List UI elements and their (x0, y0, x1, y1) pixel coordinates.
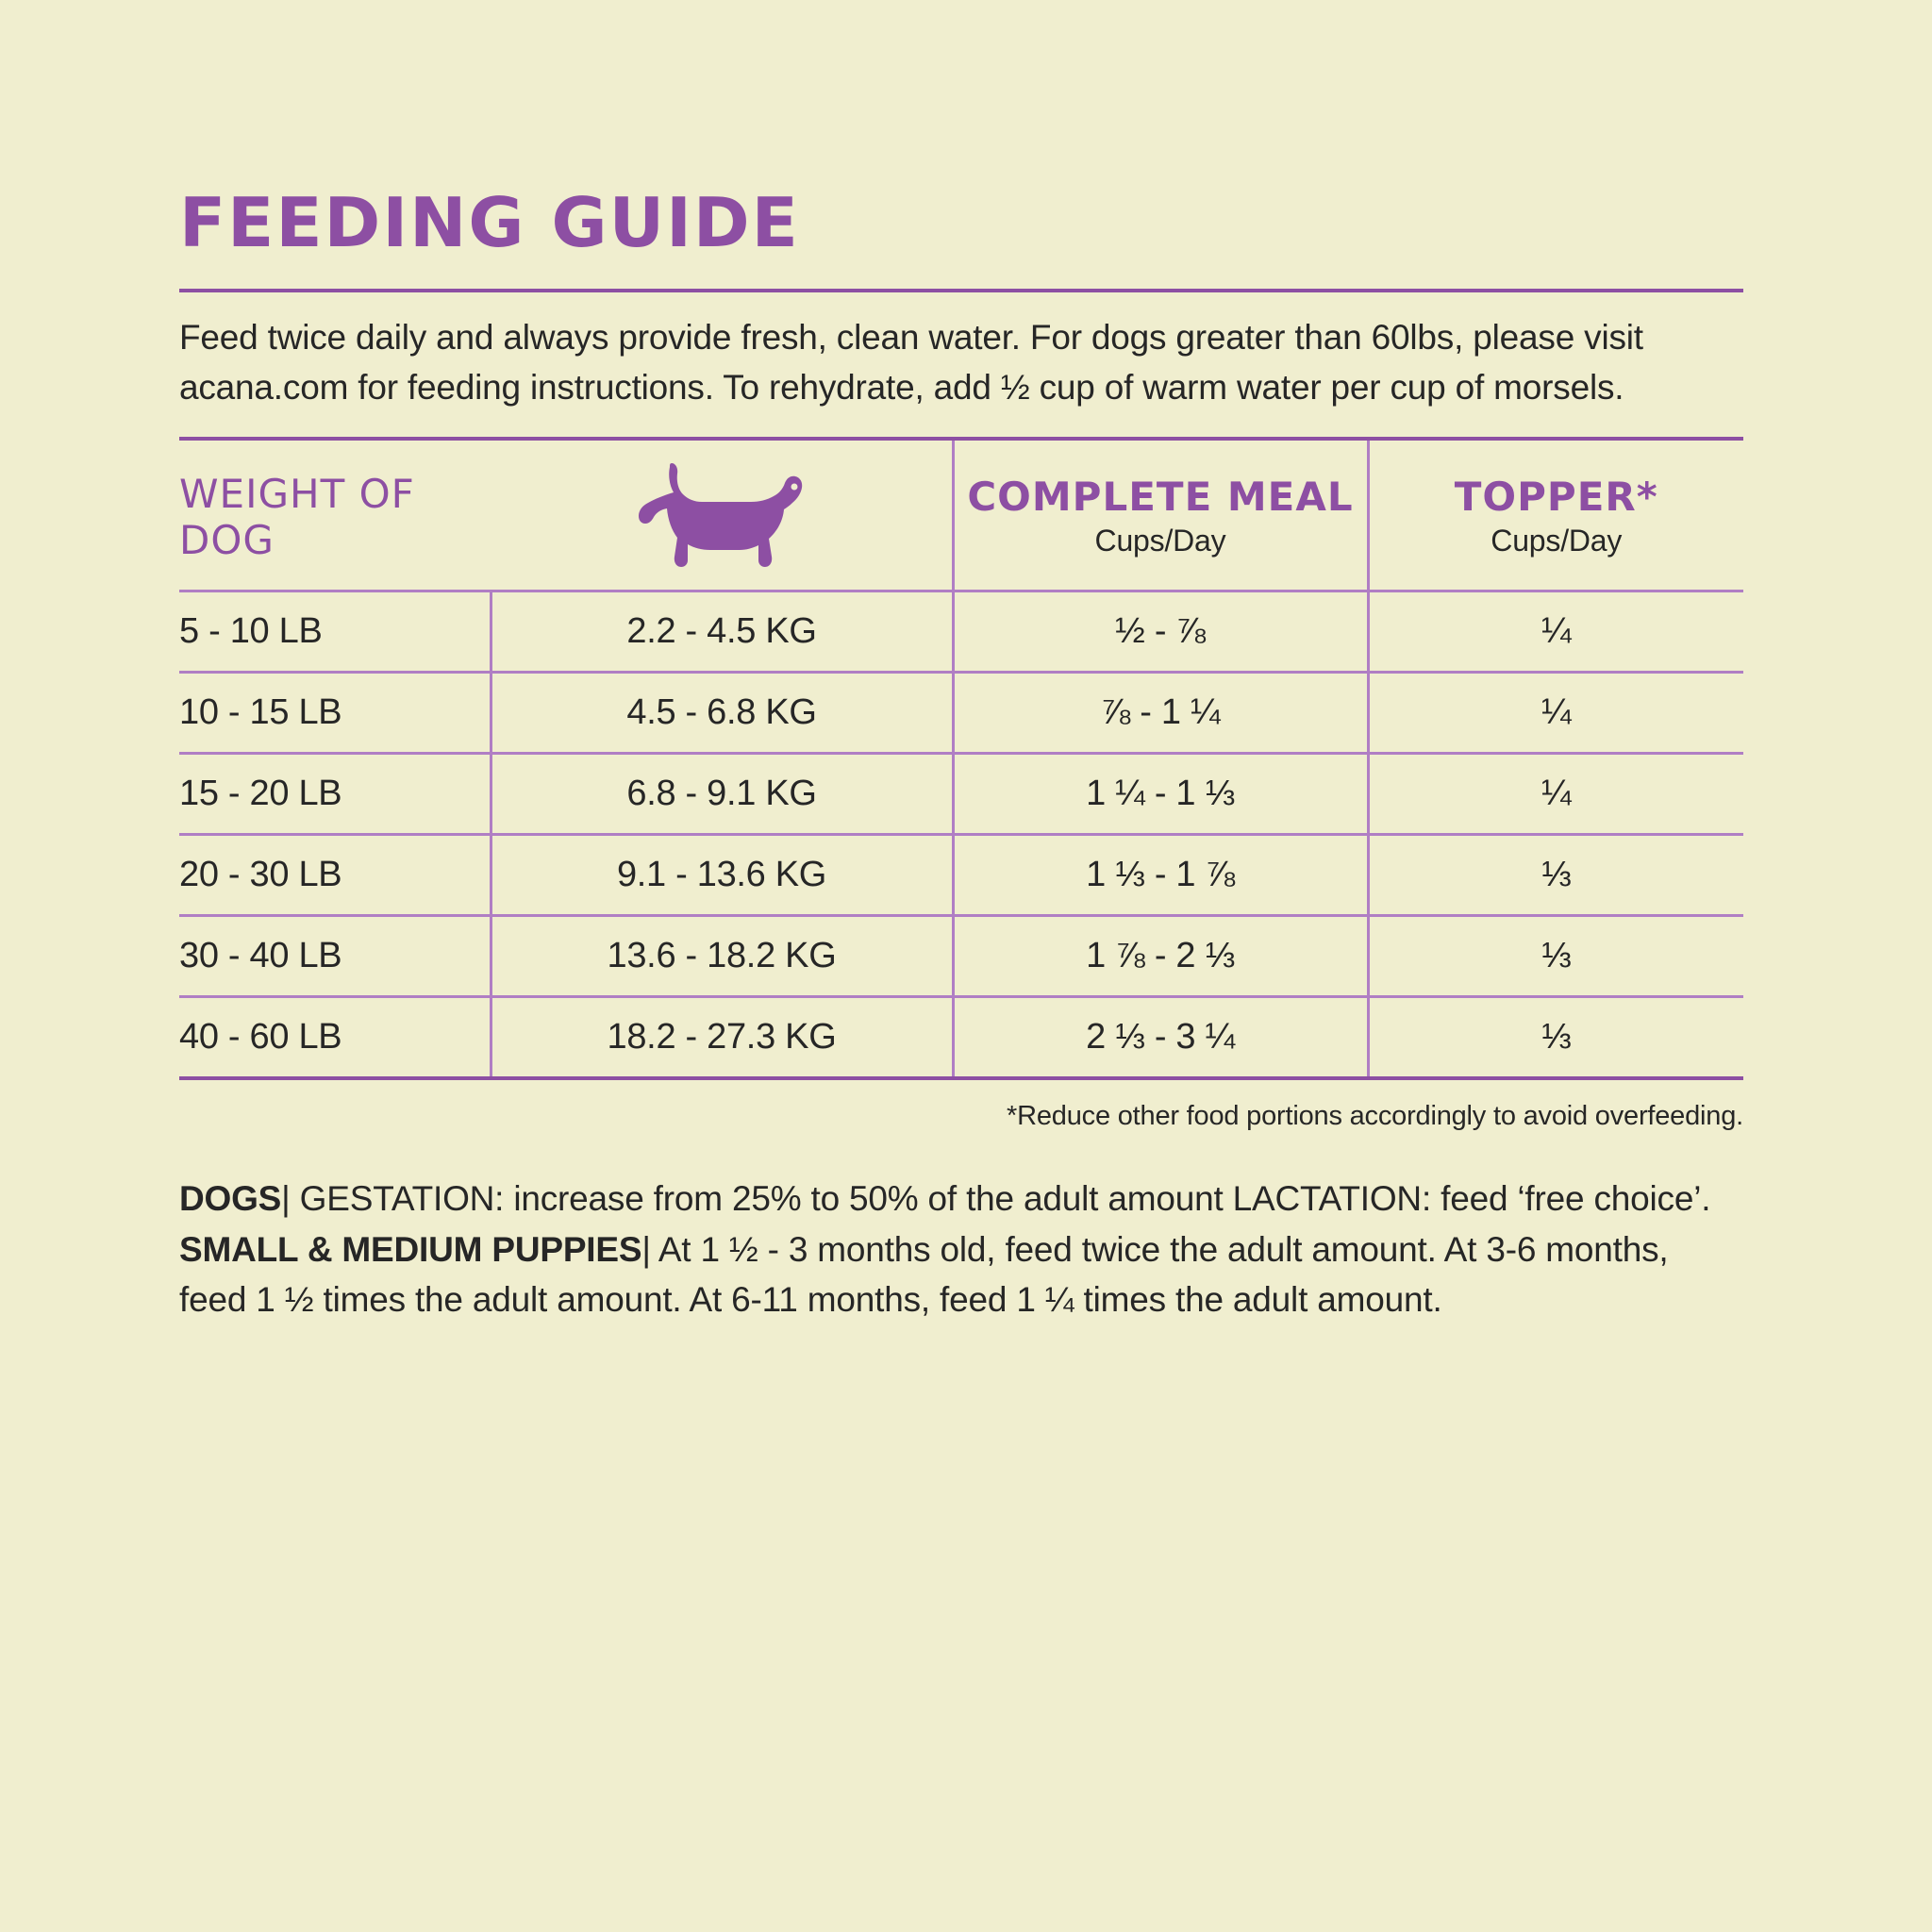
header-topper-sub: Cups/Day (1491, 523, 1623, 558)
cell-complete-meal: 2 ⅓ - 3 ¼ (953, 997, 1368, 1079)
cell-weight-kg: 4.5 - 6.8 KG (491, 673, 953, 754)
separator-2: | (641, 1229, 651, 1269)
table-body (179, 591, 1743, 1079)
header-topper (1368, 439, 1743, 591)
header-topper-label: TOPPER* (1454, 473, 1658, 520)
feeding-notes (179, 1174, 1743, 1325)
dogs-note-text: GESTATION: increase from 25% to 50% of the adult amount LACTATION: feed ‘free choice’. (290, 1179, 1711, 1219)
cell-complete-meal: ½ - ⅞ (953, 591, 1368, 673)
table-row (179, 916, 1743, 997)
cell-weight-lb: 5 - 10 LB (179, 591, 491, 673)
table-footnote: *Reduce other food portions accordingly to avoid overfeeding. (1007, 1101, 1743, 1132)
table-header (179, 439, 1743, 591)
cell-weight-kg: 9.1 - 13.6 KG (491, 835, 953, 916)
cell-weight-kg: 18.2 - 27.3 KG (491, 997, 953, 1079)
cell-complete-meal: 1 ⅓ - 1 ⅞ (953, 835, 1368, 916)
feeding-table (179, 437, 1743, 1080)
intro-text: Feed twice daily and always provide fresh, clean water. For dogs greater than 60lbs, please visit acana.com for feeding instructions. To rehydrate, add ½ cup of warm water per cup of morsels. (179, 318, 1643, 407)
cell-complete-meal: 1 ⅞ - 2 ⅓ (953, 916, 1368, 997)
cell-topper: ⅓ (1368, 916, 1743, 997)
table-row (179, 673, 1743, 754)
header-weight-of-dog: WEIGHT OF DOG (179, 439, 491, 591)
page-title: FEEDING GUIDE (179, 183, 800, 262)
cell-weight-lb: 10 - 15 LB (179, 673, 491, 754)
cell-weight-kg: 6.8 - 9.1 KG (491, 754, 953, 835)
table-row (179, 591, 1743, 673)
cell-topper: ¼ (1368, 754, 1743, 835)
title-divider (179, 289, 1743, 292)
cell-topper: ⅓ (1368, 835, 1743, 916)
puppies-label: SMALL & MEDIUM PUPPIES (179, 1229, 642, 1269)
cell-topper: ¼ (1368, 591, 1743, 673)
table-row (179, 835, 1743, 916)
separator-1: | (281, 1179, 291, 1219)
cell-weight-lb: 40 - 60 LB (179, 997, 491, 1079)
cell-topper: ⅓ (1368, 997, 1743, 1079)
header-complete-meal-sub: Cups/Day (1094, 523, 1226, 558)
cell-weight-lb: 30 - 40 LB (179, 916, 491, 997)
header-complete-meal-label: COMPLETE MEAL (967, 473, 1354, 520)
cell-weight-kg: 13.6 - 18.2 KG (491, 916, 953, 997)
header-complete-meal (953, 439, 1368, 591)
cell-weight-lb: 20 - 30 LB (179, 835, 491, 916)
table-row (179, 754, 1743, 835)
cell-topper: ¼ (1368, 673, 1743, 754)
dog-silhouette-icon (491, 439, 953, 591)
cell-complete-meal: 1 ¼ - 1 ⅓ (953, 754, 1368, 835)
cell-weight-kg: 2.2 - 4.5 KG (491, 591, 953, 673)
cell-complete-meal: ⅞ - 1 ¼ (953, 673, 1368, 754)
dogs-label: DOGS (179, 1179, 282, 1219)
table-row (179, 997, 1743, 1079)
puppies-note-text: At 1 ½ - 3 months old, feed twice the adult amount. At 3-6 months, feed 1 ½ times the adult amount. At 6-11 months, feed 1 ¼ times the adult amount. (179, 1229, 1669, 1320)
cell-weight-lb: 15 - 20 LB (179, 754, 491, 835)
